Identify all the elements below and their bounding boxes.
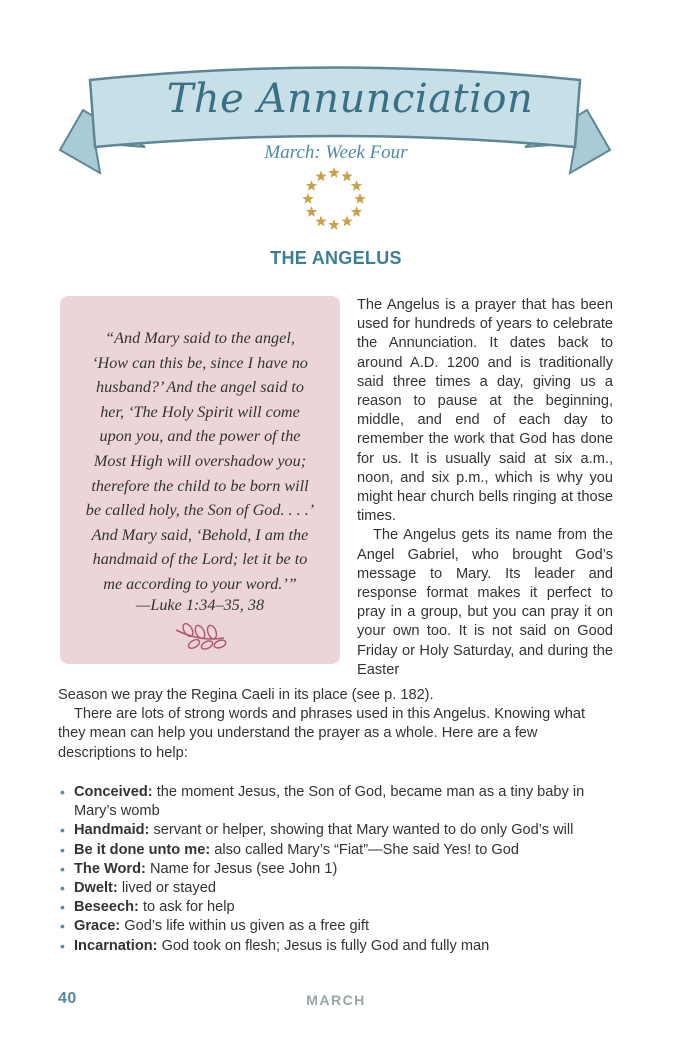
list-item: [58, 937, 618, 956]
body-full-width: [58, 686, 613, 763]
bullet-icon: •: [60, 918, 65, 935]
wreath-star-icon: [315, 216, 326, 227]
quote-line: husband?’ And the angel said to: [96, 378, 304, 397]
quote-line: Most High will overshadow you;: [93, 451, 307, 470]
section-heading: THE ANGELUS: [270, 248, 402, 268]
running-footer: MARCH: [306, 992, 366, 1008]
list-item: [58, 821, 618, 840]
page-title: The Annunciation: [166, 76, 534, 122]
definition-term: Beseech:: [74, 899, 139, 916]
definitions-list: [58, 783, 618, 956]
quote-line: therefore the child to be born will: [91, 476, 309, 495]
wreath-star-icon: [351, 180, 362, 191]
quote-citation: —Luke 1:34–35, 38: [135, 596, 265, 614]
list-item: [58, 879, 618, 898]
definition-text: also called Mary’s “Fiat”—She said Yes! to God: [210, 841, 519, 858]
quote-line: upon you, and the power of the: [99, 427, 301, 446]
paragraph-angelus-name: The Angelus gets its name from the Angel Gabriel, who brought God’s message to Mary. Its leader and response format makes it perfect to pray in a group, but you can pray it on your own too. It is not said on Good Friday or Holy Saturday, and during the Easter: [357, 527, 613, 678]
bullet-icon: •: [60, 937, 65, 954]
bullet-icon: •: [60, 899, 65, 916]
paragraph-continuation: Season we pray the Regina Caeli in its place (see p. 182).: [58, 687, 434, 703]
star-wreath-icon: [298, 163, 370, 235]
definition-term: Dwelt:: [74, 880, 118, 897]
quote-line: handmaid of the Lord; let it be to: [92, 550, 308, 569]
quote-line: ‘How can this be, since I have no: [92, 353, 308, 372]
page-number: 40: [58, 990, 77, 1007]
list-item: [58, 860, 618, 879]
scripture-quote: [72, 326, 328, 597]
paragraph-angelus-intro: The Angelus is a prayer that has been used for hundreds of years to celebrate the Annunciation. It dates back to around A.D. 1200 and is traditionally said three times a day, giving us a reason to pause at the beginning, middle, and end of each day to remember the work that God has done for us. It is usually said at six a.m., noon, and six p.m., which is why you might hear church bells ringing at those times.: [357, 297, 613, 525]
wreath-star-icon: [328, 219, 339, 230]
definition-term: The Word:: [74, 860, 146, 877]
wreath-star-icon: [306, 206, 317, 217]
quote-line: And Mary said, ‘Behold, I am the: [91, 525, 309, 544]
quote-line: be called holy, the Son of God. . . .’: [85, 501, 315, 520]
definition-text: lived or stayed: [117, 880, 216, 897]
bullet-icon: •: [60, 784, 65, 800]
definition-term: Conceived:: [74, 784, 153, 800]
bullet-icon: •: [60, 880, 65, 897]
wreath-star-icon: [351, 206, 362, 217]
wreath-star-icon: [341, 216, 352, 227]
body-right-column: [357, 296, 613, 680]
paragraph-words-intro: There are lots of strong words and phrases used in this Angelus. Knowing what they mean can help you understand the prayer as a whole. Here are a few descriptions to help:: [58, 706, 586, 761]
list-item: [58, 898, 618, 917]
wreath-star-icon: [306, 180, 317, 191]
definition-text: servant or helper, showing that Mary wanted to do only God’s will: [149, 822, 574, 839]
definition-term: Incarnation:: [74, 937, 158, 954]
definition-term: Grace:: [74, 918, 121, 935]
wreath-star-icon: [315, 170, 326, 181]
quote-line: her, ‘The Holy Spirit will come: [100, 402, 300, 421]
definition-text: God took on flesh; Jesus is fully God and fully man: [157, 937, 490, 954]
wreath-star-icon: [354, 193, 365, 204]
wreath-star-icon: [302, 193, 313, 204]
definition-term: Be it done unto me:: [74, 841, 211, 858]
quote-line: me according to your word.’”: [103, 574, 297, 593]
definition-text: to ask for help: [138, 899, 235, 916]
bullet-icon: •: [60, 822, 65, 839]
definition-text: the moment Jesus, the Son of God, became man as a tiny baby in Mary’s womb: [74, 784, 585, 820]
definition-term: Handmaid:: [74, 822, 150, 839]
quote-line: “And Mary said to the angel,: [105, 329, 295, 347]
wreath-star-icon: [341, 170, 352, 181]
list-item: [58, 917, 618, 936]
list-item: [58, 841, 618, 860]
list-item: [58, 783, 618, 821]
bullet-icon: •: [60, 841, 65, 858]
definition-text: God’s life within us given as a free gift: [120, 918, 370, 935]
page-subtitle: March: Week Four: [264, 142, 408, 163]
definition-text: Name for Jesus (see John 1): [145, 860, 338, 877]
bullet-icon: •: [60, 860, 65, 877]
wreath-star-icon: [328, 167, 339, 178]
laurel-sprig-icon: [170, 620, 230, 650]
